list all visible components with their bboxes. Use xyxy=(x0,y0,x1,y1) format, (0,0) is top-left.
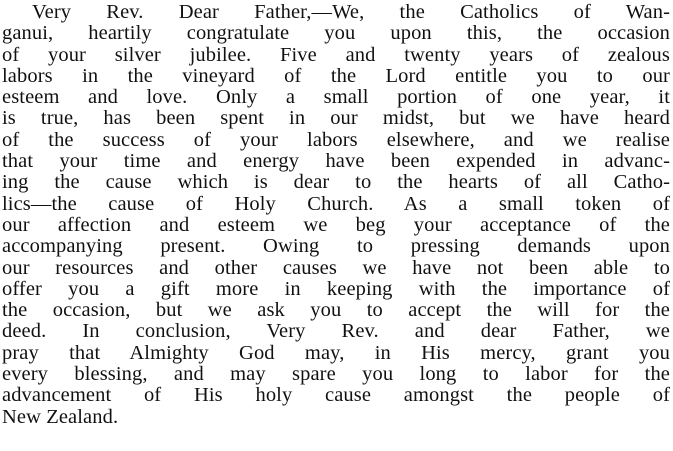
article-line: offer you a gift more in keeping with the importance of xyxy=(2,277,670,300)
article-line: labors in the vineyard of the Lord entitle you to our xyxy=(2,64,670,87)
article-line: ing the cause which is dear to the hearts of all Catho- xyxy=(2,171,670,194)
article-line: pray that Almighty God may, in His mercy, grant you xyxy=(2,341,670,364)
article-text xyxy=(2,2,670,428)
article-line: of your silver jubilee. Five and twenty years of zealous xyxy=(2,43,670,66)
article-line: deed. In conclusion, Very Rev. and dear Father, we xyxy=(2,320,670,343)
article-line: that your time and energy have been expended in advanc- xyxy=(2,150,670,173)
article-line: lics—the cause of Holy Church. As a small token of xyxy=(2,192,670,215)
article-line: our affection and esteem we beg your acceptance of the xyxy=(2,213,670,236)
article-line: New Zealand. xyxy=(2,405,119,428)
article-line: our resources and other causes we have not been able to xyxy=(2,256,670,279)
article-line: the occasion, but we ask you to accept the will for the xyxy=(2,299,670,322)
article-line: Very Rev. Dear Father,—We, the Catholics of Wan- xyxy=(32,1,670,23)
article-line: every blessing, and may spare you long to labor for the xyxy=(2,363,670,386)
article-line: ganui, heartily congratulate you upon this, the occasion xyxy=(2,22,670,45)
article-line: advancement of His holy cause amongst the people of xyxy=(2,384,670,407)
article-line: accompanying present. Owing to pressing demands upon xyxy=(2,235,670,258)
article-line: of the success of your labors elsewhere, and we realise xyxy=(2,128,670,151)
article-line: is true, has been spent in our midst, but we have heard xyxy=(2,107,670,130)
article-line: esteem and love. Only a small portion of one year, it xyxy=(2,86,670,109)
